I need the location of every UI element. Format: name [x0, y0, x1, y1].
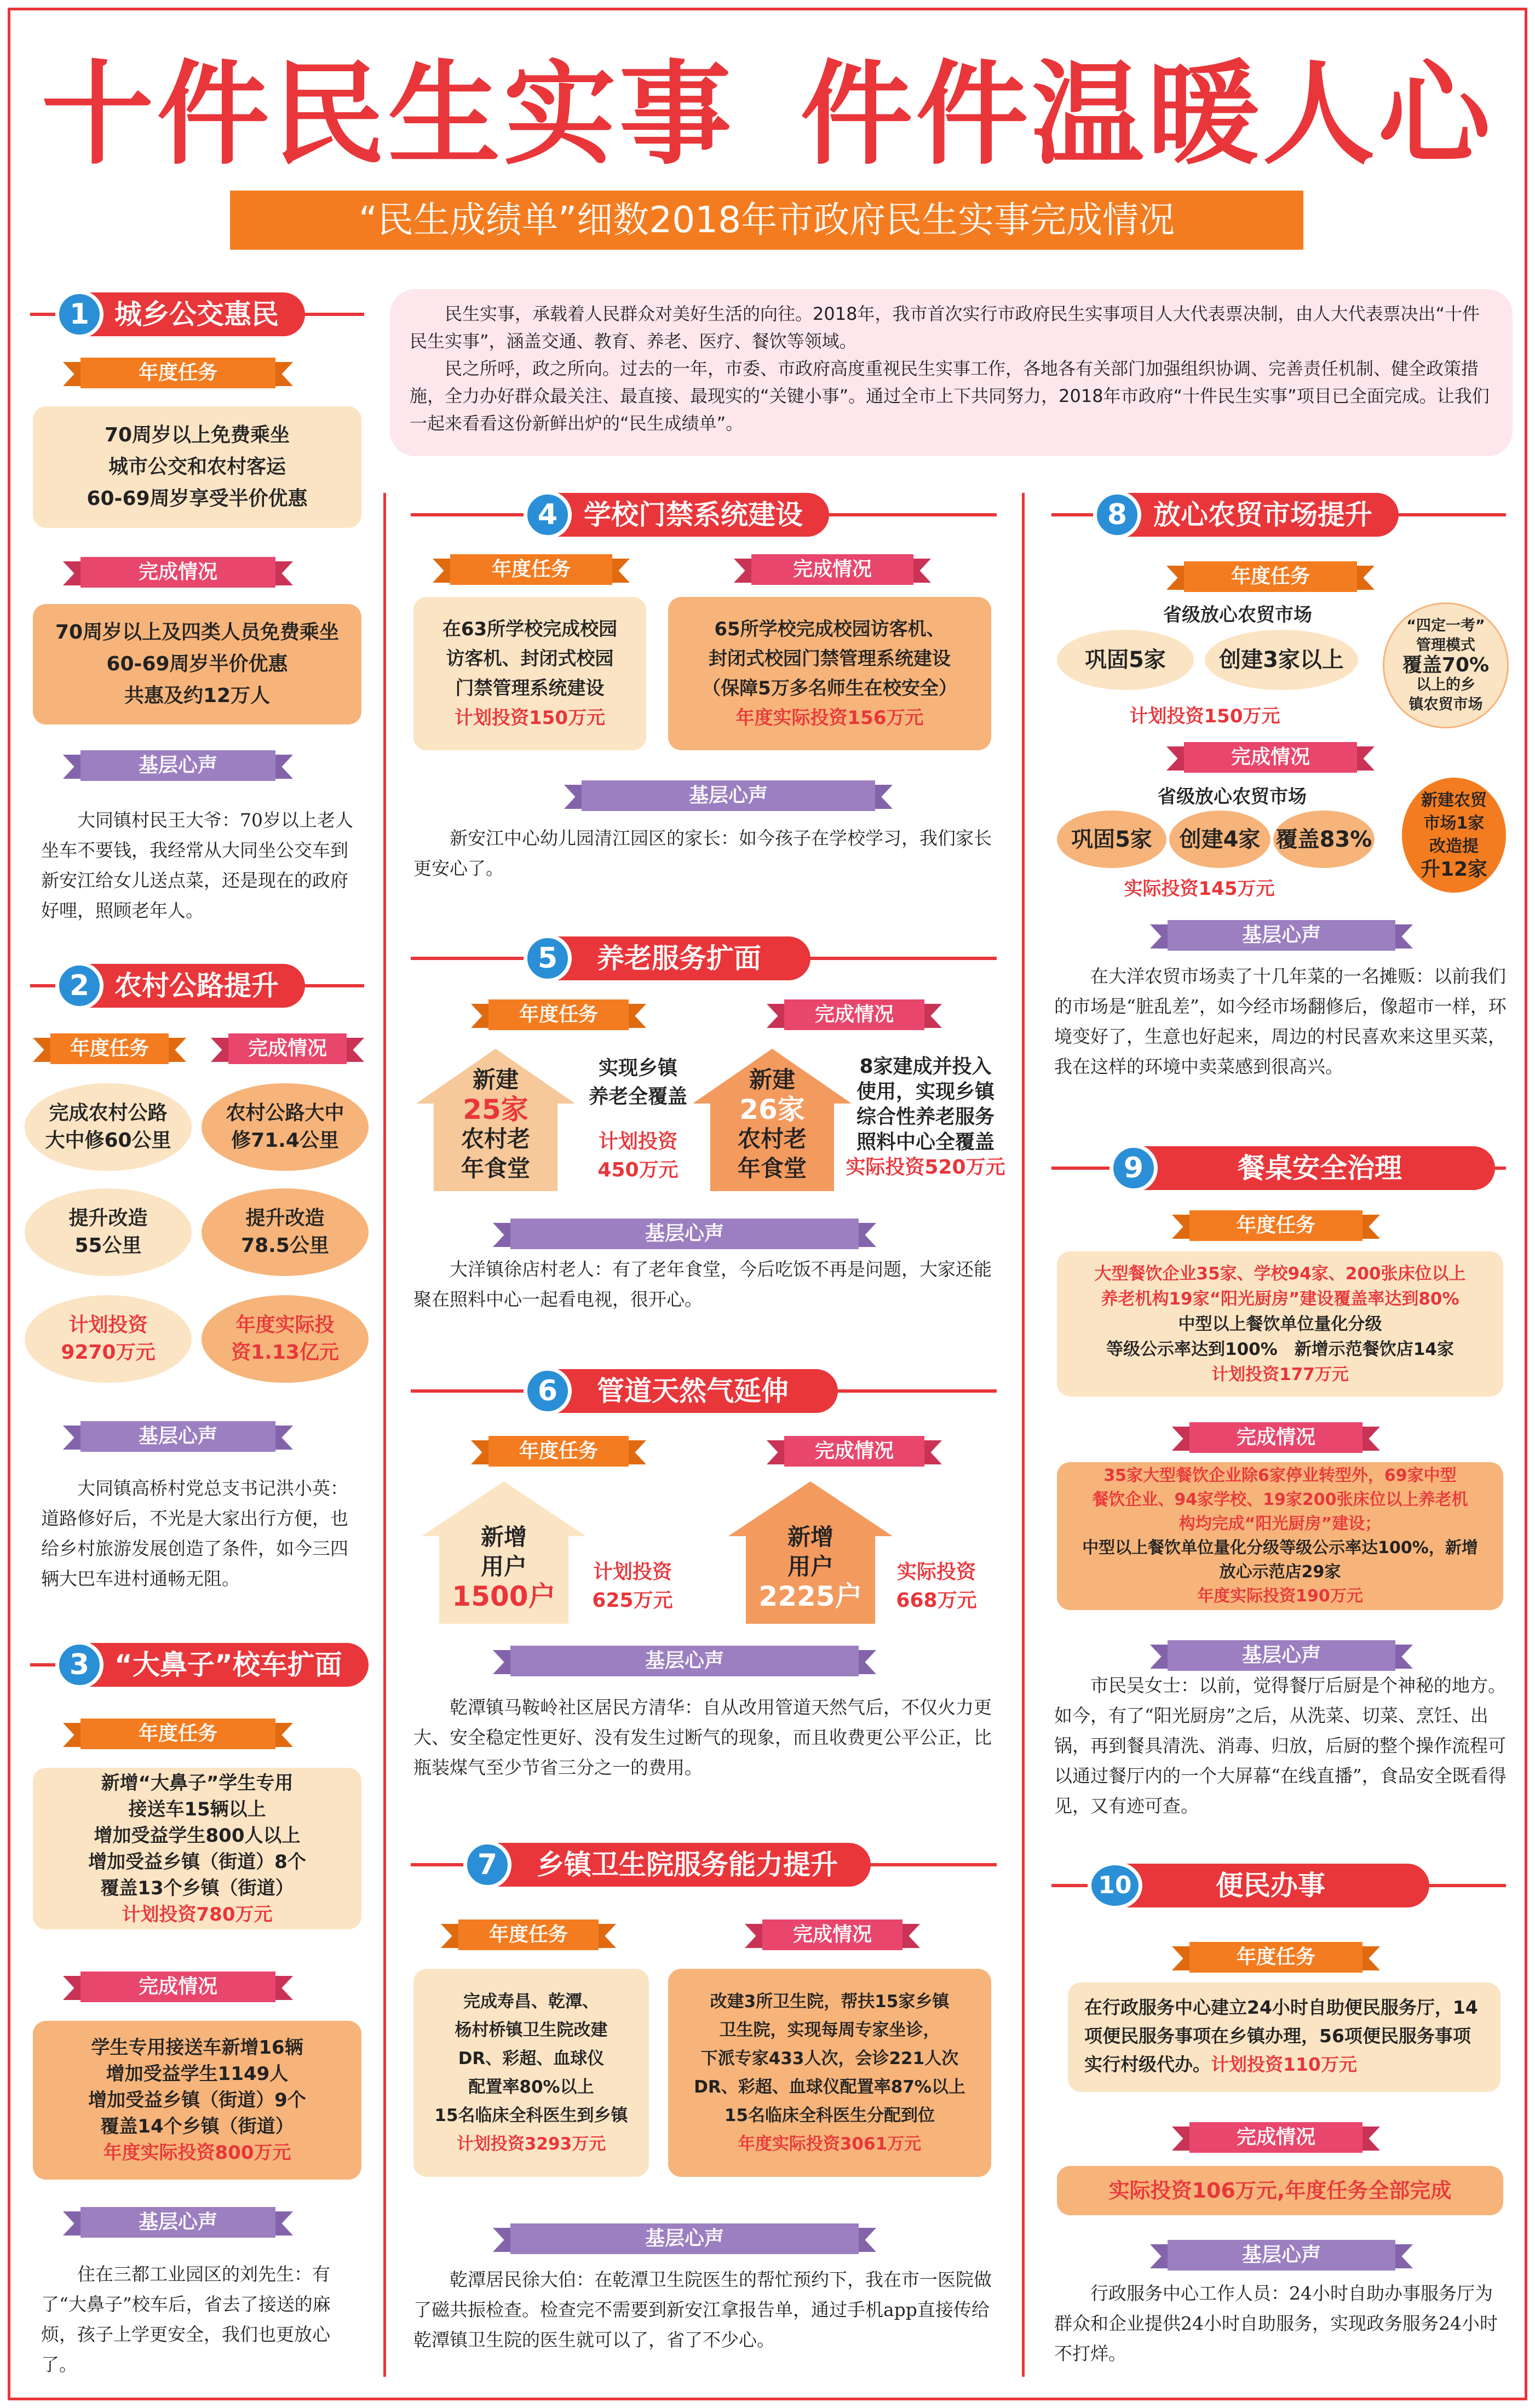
- s8-task-create: 创建3家以上: [1205, 630, 1358, 690]
- section-5-header: [411, 936, 997, 980]
- section-number-badge: 2: [55, 962, 104, 1010]
- s3-done-line: 学生专用接送车新增16辆: [91, 2037, 303, 2059]
- house-line: 新增: [480, 1524, 527, 1550]
- s4-done-invest: 年度实际投资156万元: [735, 707, 924, 729]
- section-number-badge: 1: [55, 290, 104, 338]
- column-divider-right: [1022, 493, 1025, 2377]
- s6-done-house: [728, 1481, 893, 1624]
- s6-done-text: 实际投资 668万元: [896, 1561, 977, 1612]
- column-divider-left: [383, 493, 386, 2377]
- section-4-header: [411, 493, 997, 537]
- s7-done-invest: 年度实际投资3061万元: [738, 2134, 922, 2154]
- section-title: 放心农贸市场提升: [1095, 493, 1399, 537]
- section-8-header: [1051, 493, 1506, 537]
- s9-task-line: 等级公示率达到100% 新增示范餐饮店14家: [1106, 1339, 1454, 1359]
- s1-done-line: 共惠及约12万人: [124, 685, 271, 707]
- s4-task-line: 在63所学校完成校园: [442, 618, 618, 640]
- s2-done-invest: 年度实际投 资1.13亿元: [202, 1295, 369, 1383]
- s3-done-line: 覆盖14个乡镇（街道）: [100, 2116, 294, 2137]
- intro-paragraph-1: 民生实事，承载着人民群众对美好生活的向往。2018年，我市首次实行市政府民生实事项目人大代表票决制，由人大代表票决出“十件民生实事”，涵盖交通、教育、养老、医疗、餐饮等领域。: [410, 303, 1480, 352]
- title-part-b: 件件温暖人心: [800, 50, 1494, 180]
- section-title: 农村公路提升: [56, 964, 305, 1008]
- section-number-badge: 4: [524, 491, 572, 539]
- s3-done-line: 增加受益乡镇（街道）9个: [88, 2089, 306, 2111]
- ribbon-voice: 基层心声: [493, 1219, 876, 1249]
- s8-done-create: 创建4家: [1169, 811, 1270, 868]
- s9-task-invest: 计划投资177万元: [1211, 1364, 1349, 1384]
- ribbon-voice: 基层心声: [493, 1646, 876, 1676]
- s9-done-line: 餐饮企业、94家学校、19家200张床位以上养老机: [1092, 1490, 1468, 1509]
- s7-done-line: DR、彩超、血球仪配置率87%以上: [694, 2077, 965, 2097]
- s7-done-line: 卫生院，实现每周专家坐诊，: [719, 2020, 940, 2040]
- ribbon-voice: 基层心声: [63, 1421, 293, 1452]
- s8-task-heading: 省级放心农贸市场: [1163, 604, 1312, 626]
- section-number-badge: 5: [524, 934, 572, 982]
- house-line: 年食堂: [737, 1155, 807, 1182]
- ribbon-done: 完成情况: [1172, 2122, 1380, 2153]
- ribbon-done: 完成情况: [63, 557, 293, 588]
- section-10-header: [1051, 1864, 1506, 1907]
- ribbon-voice: 基层心声: [1150, 1640, 1413, 1671]
- intro-box: [390, 289, 1513, 456]
- s4-task-box: [413, 597, 646, 750]
- s1-done-line: 70周岁以上及四类人员免费乘坐: [55, 621, 340, 643]
- section-title: 学校门禁系统建设: [526, 493, 829, 537]
- main-title: [0, 52, 1535, 178]
- s3-task-line: 覆盖13个乡镇（街道）: [100, 1877, 294, 1899]
- s4-done-line: （保障5万多名师生在校安全）: [702, 677, 957, 699]
- ribbon-done: 完成情况: [767, 999, 942, 1030]
- s2-task-road: 完成农村公路 大中修60公里: [25, 1083, 192, 1171]
- s5-voice-text: 大洋镇徐店村老人：有了老年食堂，今后吃饭不再是问题，大家还能聚在照料中心一起看电视，很开心。: [413, 1258, 992, 1310]
- s7-done-line: 下派专家433人次，会诊221人次: [700, 2049, 959, 2068]
- s8-done-heading: 省级放心农贸市场: [1158, 786, 1307, 808]
- house-number: 25家: [463, 1094, 528, 1125]
- ribbon-done: 完成情况: [1172, 1422, 1380, 1453]
- house-number: 26家: [739, 1094, 805, 1125]
- s7-done-line: 15名临床全科医生分配到位: [724, 2106, 935, 2125]
- ribbon-task: 年度任务: [1172, 1210, 1380, 1241]
- s3-task-line: 增加受益学生800人以上: [94, 1824, 301, 1847]
- house-line: 农村老: [737, 1125, 807, 1152]
- s9-done-line: 35家大型餐饮企业除6家停业转型外，69家中型: [1103, 1466, 1457, 1485]
- ribbon-done: 完成情况: [211, 1033, 364, 1064]
- s3-task-invest: 计划投资780万元: [122, 1903, 273, 1926]
- s9-task-line: 中型以上餐饮单位量化分级: [1178, 1314, 1382, 1334]
- s7-done-box: [668, 1969, 991, 2177]
- s8-voice-text: 在大洋农贸市场卖了十几年菜的一名摊贩：以前我们的市场是“脏乱差”，如今经市场翻修后，像超市一样，环境变好了，生意也好起来，周边的村民喜欢来这里买菜，我在这样的环境中卖菜感到很高兴。: [1054, 966, 1507, 1077]
- s3-task-line: 接送车15辆以上: [128, 1798, 266, 1820]
- s7-task-line: 完成寿昌、乾潭、: [463, 1992, 599, 2012]
- ribbon-done: 完成情况: [745, 1919, 920, 1950]
- ribbon-task: 年度任务: [1172, 1942, 1380, 1973]
- subtitle-banner: “民生成绩单”细数2018年市政府民生实事完成情况: [230, 191, 1303, 250]
- ribbon-task: 年度任务: [63, 1719, 293, 1749]
- s4-voice-text: 新安江中心幼儿园清江园区的家长：如今孩子在学校学习，我们家长更安心了。: [413, 827, 992, 879]
- s8-task-consolidate: 巩固5家: [1057, 630, 1194, 690]
- s7-task-line: 配置率80%以上: [468, 2077, 594, 2097]
- s1-done-box: [33, 604, 361, 725]
- house-line: 用户: [480, 1553, 527, 1580]
- ribbon-task: 年度任务: [33, 1033, 186, 1064]
- s4-done-box: [668, 597, 991, 750]
- s6-task-text: 计划投资 625万元: [592, 1561, 673, 1612]
- s1-task-box: [33, 406, 361, 528]
- section-title: 便民办事: [1090, 1864, 1429, 1907]
- s4-done-line: 65所学校完成校园访客机、: [714, 618, 945, 640]
- s7-voice-text: 乾潭居民徐大伯：在乾潭卫生院医生的帮忙预约下，我在市一医院做了磁共振检查。检查完不需要到新安江拿报告单，通过手机app直接传给乾潭镇卫生院的医生就可以了，省了不少心。: [413, 2269, 992, 2350]
- ribbon-done: 完成情况: [1166, 742, 1375, 773]
- s1-task-line: 60-69周岁享受半价优惠: [87, 487, 308, 510]
- ribbon-voice: 基层心声: [63, 2207, 293, 2238]
- s7-task-line: 15名临床全科医生到乡镇: [434, 2106, 628, 2125]
- section-6-header: [411, 1369, 997, 1413]
- s5-task-house: [416, 1049, 575, 1191]
- section-title: 餐桌安全治理: [1112, 1146, 1495, 1190]
- ribbon-voice: 基层心声: [493, 2223, 876, 2254]
- s8-task-mode-circle: “四定一考” 管理模式 覆盖70% 以上的乡 镇农贸市场: [1383, 602, 1509, 728]
- s3-voice-text: 住在三都工业园区的刘先生：有了“大鼻子”校车后，省去了接送的麻烦，孩子上学更安全，我们也更放心了。: [41, 2263, 331, 2375]
- ribbon-done: 完成情况: [767, 1436, 942, 1467]
- s4-done-line: 封闭式校园门禁管理系统建设: [709, 648, 951, 670]
- s7-task-box: [413, 1969, 649, 2177]
- house-line: 新建: [749, 1066, 795, 1093]
- s1-task-line: 城市公交和农村客运: [108, 456, 286, 478]
- s7-task-invest: 计划投资3293万元: [456, 2134, 606, 2154]
- s9-voice-text: 市民吴女士：以前，觉得餐厅后厨是个神秘的地方。如今，有了“阳光厨房”之后，从洗菜、切菜、烹饪、出锅，再到餐具清洗、消毒、归放，后厨的整个操作流程可以通过餐厅内的一个大屏幕“在线直播”，食品安全既看得见，又有迹可查。: [1054, 1675, 1507, 1817]
- s7-task-line: 杨村桥镇卫生院改建: [455, 2020, 608, 2040]
- section-title: 乡镇卫生院服务能力提升: [465, 1843, 871, 1887]
- house-line: 新增: [787, 1524, 833, 1550]
- s3-done-invest: 年度实际投资800万元: [103, 2142, 291, 2164]
- house-line: 农村老: [461, 1125, 530, 1152]
- ribbon-task: 年度任务: [471, 999, 646, 1030]
- house-number: 1500户: [452, 1581, 556, 1612]
- section-2-header: [30, 964, 364, 1008]
- s1-voice-text: 大同镇村民王大爷：70岁以上老人坐车不要钱，我经常从大同坐公交车到新安江给女儿送点菜，还是现在的政府好哩，照顾老年人。: [41, 809, 353, 921]
- section-title: 养老服务扩面: [526, 936, 810, 980]
- section-number-badge: 8: [1093, 491, 1141, 539]
- section-number-badge: 6: [524, 1367, 572, 1415]
- house-line: 新建: [472, 1066, 519, 1093]
- s4-task-line: 门禁管理系统建设: [455, 677, 605, 699]
- s1-task-line: 70周岁以上免费乘坐: [104, 424, 290, 446]
- s6-voice-text: 乾潭镇马鞍岭社区居民方清华：自从改用管道天然气后，不仅火力更大、安全稳定性更好、没有发生过断气的现象，而且收费更公平公正，比瓶装煤气至少节省三分之一的费用。: [413, 1697, 992, 1778]
- s8-task-invest: 计划投资150万元: [1129, 705, 1280, 727]
- s9-task-line: 大型餐饮企业35家、学校94家、200张床位以上: [1094, 1263, 1466, 1284]
- s7-task-line: DR、彩超、血球仪: [458, 2049, 605, 2068]
- s4-task-invest: 计划投资150万元: [455, 707, 605, 729]
- house-line: 用户: [787, 1553, 833, 1580]
- s8-done-coverage: 覆盖83%: [1273, 811, 1375, 868]
- s2-task-upgrade: 提升改造 55公里: [25, 1188, 192, 1276]
- section-7-header: [411, 1843, 997, 1887]
- ribbon-done: 完成情况: [734, 554, 931, 585]
- s5-task-text: 实现乡镇 养老全覆盖 计划投资 450万元: [588, 1057, 687, 1181]
- house-number: 2225户: [758, 1581, 863, 1612]
- s8-done-invest: 实际投资145万元: [1124, 878, 1275, 900]
- section-3-header: [30, 1643, 364, 1687]
- section-title: “大鼻子”校车扩面: [56, 1643, 369, 1687]
- ribbon-task: 年度任务: [63, 358, 293, 388]
- s8-done-consolidate: 巩固5家: [1057, 811, 1166, 868]
- ribbon-voice: 基层心声: [564, 780, 893, 811]
- s3-task-line: 新增“大鼻子”学生专用: [101, 1772, 294, 1794]
- s9-done-line: 构均完成“阳光厨房”建设；: [1178, 1514, 1382, 1533]
- title-part-a: 十件民生实事: [41, 50, 735, 180]
- ribbon-done: 完成情况: [63, 1972, 293, 2002]
- s10-task-text: 在行政服务中心建立24小时自助便民服务厅，14项便民服务事项在乡镇办理，56项便民服务事项实行村级代办。: [1084, 1997, 1478, 2075]
- s2-task-invest: 计划投资 9270万元: [25, 1295, 192, 1383]
- s9-task-line: 养老机构19家“阳光厨房”建设覆盖率达到80%: [1101, 1289, 1459, 1309]
- ribbon-task: 年度任务: [1166, 561, 1375, 592]
- intro-paragraph-2: 民之所呼，政之所向。过去的一年，市委、市政府高度重视民生实事工作，各地各有关部门加强组织协调、完善责任机制、健全政策措施，全力办好群众最关注、最直接、最现实的“关键小事”。通过全市上下共同努力，2018年市政府“十件民生实事”项目已全面完成。让我们一起来看看这份新鲜出炉的“民生成绩单”。: [410, 358, 1490, 434]
- s4-task-line: 访客机、封闭式校园: [446, 648, 614, 670]
- s10-task-invest: 计划投资110万元: [1211, 2054, 1357, 2075]
- ribbon-task: 年度任务: [441, 1919, 616, 1950]
- section-number-badge: 7: [463, 1841, 511, 1889]
- ribbon-voice: 基层心声: [63, 750, 293, 781]
- s8-done-newbuild-circle: 新建农贸 市场1家 改造提 升12家: [1402, 778, 1506, 893]
- ribbon-voice: 基层心声: [1150, 2240, 1413, 2271]
- ribbon-task: 年度任务: [471, 1436, 646, 1467]
- s3-task-line: 增加受益乡镇（街道）8个: [88, 1850, 306, 1873]
- section-1-header: [30, 292, 364, 336]
- s2-done-upgrade: 提升改造 78.5公里: [202, 1188, 369, 1276]
- section-number-badge: 10: [1088, 1861, 1142, 1910]
- section-title: 城乡公交惠民: [56, 292, 305, 336]
- house-line: 年食堂: [461, 1155, 530, 1182]
- s3-task-box: [33, 1768, 361, 1929]
- ribbon-voice: 基层心声: [1150, 920, 1413, 951]
- s9-task-box: [1057, 1251, 1503, 1396]
- section-9-header: [1051, 1146, 1506, 1190]
- s3-done-box: [33, 2021, 361, 2180]
- section-number-badge: 3: [55, 1641, 104, 1689]
- s10-task-box: [1068, 1982, 1500, 2092]
- s6-task-house: [422, 1481, 586, 1624]
- s10-voice-text: 行政服务中心工作人员：24小时自助办事服务厅为群众和企业提供24小时自助服务，实现政务服务24小时不打烊。: [1054, 2283, 1498, 2364]
- s5-done-house: [693, 1049, 852, 1191]
- s9-done-box: [1057, 1462, 1503, 1610]
- section-title: 管道天然气延伸: [526, 1369, 838, 1413]
- s9-done-line: 中型以上餐饮单位量化分级等级公示率达100%，新增放心示范店29家: [1082, 1538, 1478, 1582]
- s2-done-road: 农村公路大中 修71.4公里: [202, 1083, 369, 1171]
- s9-done-invest: 年度实际投资190万元: [1197, 1587, 1363, 1606]
- s5-done-text: 8家建成并投入 使用，实现乡镇 综合性养老服务 照料中心全覆盖 实际投资520万元: [846, 1055, 1005, 1179]
- s3-done-line: 增加受益学生1149人: [106, 2063, 289, 2085]
- s1-done-line: 60-69周岁半价优惠: [106, 653, 288, 675]
- s7-done-line: 改建3所卫生院，帮扶15家乡镇: [710, 1992, 950, 2012]
- ribbon-task: 年度任务: [433, 554, 630, 585]
- s10-done-box: 实际投资106万元,年度任务全部完成: [1057, 2166, 1503, 2215]
- section-number-badge: 9: [1109, 1144, 1158, 1192]
- s2-voice-text: 大同镇高桥村党总支书记洪小英：道路修好后，不光是大家出行方便，也给乡村旅游发展创造了条件，如今三四辆大巴车进村通畅无阻。: [41, 1478, 348, 1589]
